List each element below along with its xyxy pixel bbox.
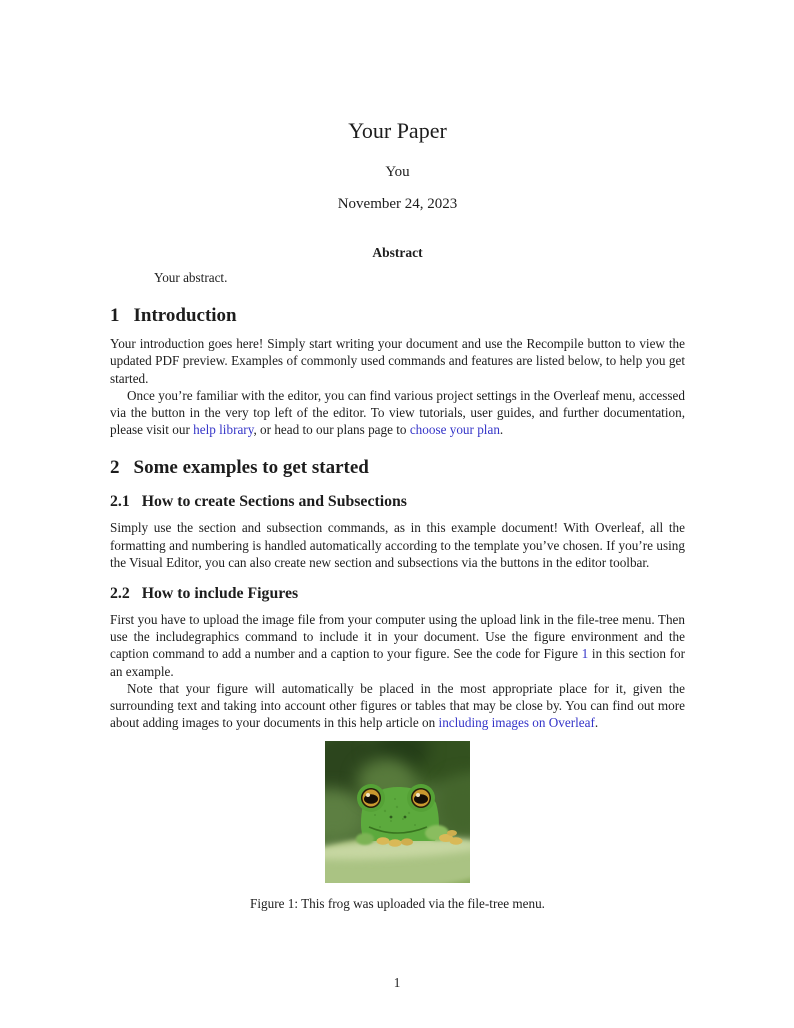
paragraph	[110, 519, 685, 571]
text-run: First you have to upload the image file from your computer using the upload link in the file-tree menu. Then use the includegraphics command to include it in your document. Use the figure environment and the caption command to add a number and a caption to your figure. See the code for Figure	[110, 612, 685, 662]
text-run: Once you’re familiar with the editor, you can find various project settings in the Overleaf menu, accessed via the button in the very top left of the editor. To view tutorials, user guides, and further documentation, please visit our	[110, 387, 685, 438]
section-number: 1	[110, 305, 120, 327]
frog-image	[325, 741, 470, 883]
text-run: Simply use the section and subsection commands, as in this example document! With Overleaf, all the formatting and numbering is handled automatically according to the template you’ve chosen. If you’re using the Visual Editor, you can also create new section and subsections via the buttons in the editor toolbar.	[110, 520, 685, 570]
abstract-text: Your abstract.	[154, 270, 228, 285]
section-heading-introduction	[110, 304, 685, 327]
text-run: , or head to our plans page to	[253, 422, 410, 438]
figure-caption: Figure 1: This frog was uploaded via the file-tree menu.	[250, 896, 545, 912]
document-page	[110, 0, 685, 912]
section-heading-examples	[110, 456, 685, 479]
paragraph	[110, 680, 685, 732]
subsection-number: 2.1	[110, 493, 130, 511]
text-run: .	[499, 422, 504, 438]
figure-1-ref-link[interactable]: 1	[581, 646, 589, 662]
section-title: Introduction	[133, 305, 237, 327]
section-title: Some examples to get started	[133, 457, 369, 479]
paper-title: Your Paper	[348, 118, 447, 143]
paper-date: November 24, 2023	[337, 196, 458, 212]
abstract-heading: Abstract	[372, 245, 423, 260]
paragraph	[110, 387, 685, 439]
subsection-number: 2.2	[110, 585, 130, 603]
paragraph	[110, 611, 685, 680]
subsection-title: How to create Sections and Subsections	[141, 493, 407, 511]
help-library-link[interactable]: help library	[193, 422, 254, 438]
text-run: .	[594, 715, 599, 731]
choose-your-plan-link[interactable]: choose your plan	[409, 422, 500, 438]
text-run: Your introduction goes here! Simply start writing your document and use the Recompile button to view the updated PDF preview. Examples of commonly used commands and features are listed below, to help you get started.	[110, 336, 685, 386]
text-run: Note that your figure will automatically be placed in the most appropriate place for it, given the surrounding text and taking into account other figures or tables that may be close by. You can find out more about adding images to your documents in this help article on	[110, 680, 685, 731]
subsection-heading-figures	[110, 584, 685, 603]
section-number: 2	[110, 457, 120, 479]
subsection-title: How to include Figures	[141, 585, 299, 603]
text-run: in this section for an example.	[110, 646, 685, 679]
page-number: 1	[393, 975, 401, 990]
subsection-heading-sections	[110, 492, 685, 511]
paragraph	[110, 335, 685, 387]
figure-1	[110, 741, 685, 883]
including-images-link[interactable]: including images on Overleaf	[438, 715, 595, 731]
paper-author: You	[385, 164, 410, 180]
